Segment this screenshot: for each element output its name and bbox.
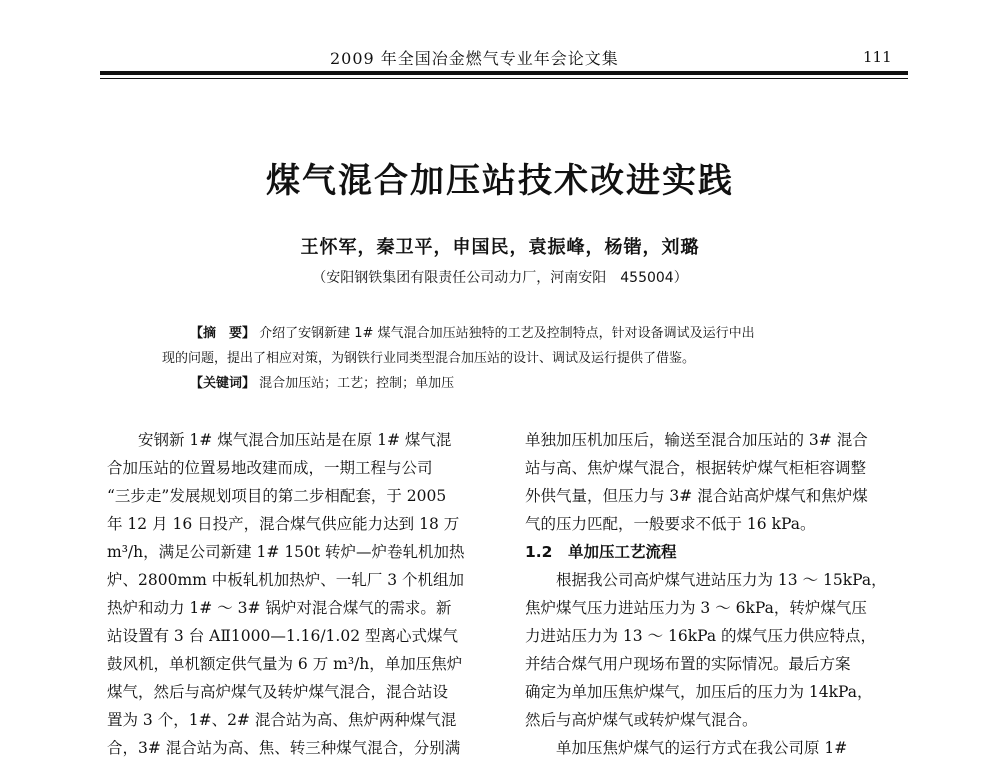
body-line: 热炉和动力 1# ～ 3# 锅炉对混合煤气的需求。新 xyxy=(107,599,452,617)
body-line: 年 12 月 16 日投产，混合煤气供应能力达到 18 万 xyxy=(107,515,460,533)
body-line: 外供气量，但压力与 3# 混合站高炉煤气和焦炉煤 xyxy=(525,487,868,505)
body-line: 单独加压机加压后，输送至混合加压站的 3# 混合 xyxy=(525,431,868,449)
body-line: 气的压力匹配，一般要求不低于 16 kPa。 xyxy=(525,515,816,533)
paper-title: 煤气混合加压站技术改进实践 xyxy=(266,161,734,201)
abstract-line-2 xyxy=(162,347,695,366)
abstract-text-2: 现的问题，提出了相应对策，为钢铁行业同类型混合加压站的设计、调试及运行提供了借鉴。 xyxy=(162,351,696,366)
running-header: 2009 年全国冶金燃气专业年会论文集 xyxy=(330,49,619,68)
header-rule-thick xyxy=(100,71,908,75)
page-number: 111 xyxy=(863,48,892,66)
author-list: 王怀军，秦卫平，申国民，袁振峰，杨锴，刘璐 xyxy=(300,237,700,258)
body-line: 然后与高炉煤气或转炉煤气混合。 xyxy=(525,711,758,729)
body-line: m³/h，满足公司新建 1# 150t 转炉—炉卷轧机加热 xyxy=(107,543,465,561)
keywords-line xyxy=(190,372,454,391)
keywords-text: 混合加压站；工艺；控制；单加压 xyxy=(259,376,455,391)
body-column-left xyxy=(107,426,492,762)
abstract-line-1 xyxy=(190,322,755,341)
body-line: 安钢新 1# 煤气混合加压站是在原 1# 煤气混 xyxy=(107,431,452,449)
body-line: 站设置有 3 台 AⅡ1000—1.16/1.02 型离心式煤气 xyxy=(107,627,458,645)
abstract-label: 【摘 要】 xyxy=(190,326,256,341)
body-line: 确定为单加压焦炉煤气，加压后的压力为 14kPa， xyxy=(525,683,873,701)
body-line: 力进站压力为 13 ～ 16kPa 的煤气压力供应特点， xyxy=(525,627,877,645)
body-line: 根据我公司高炉煤气进站压力为 13 ～ 15kPa， xyxy=(525,571,887,589)
section-heading: 1.2 单加压工艺流程 xyxy=(525,543,677,561)
body-line: “三步走”发展规划项目的第二步相配套，于 2005 xyxy=(107,487,447,505)
body-line: 焦炉煤气压力进站压力为 3 ～ 6kPa，转炉煤气压 xyxy=(525,599,867,617)
body-line: 鼓风机，单机额定供气量为 6 万 m³/h，单加压焦炉 xyxy=(107,655,463,673)
body-line: 置为 3 个，1#、2# 混合站为高、焦炉两种煤气混 xyxy=(107,711,457,729)
body-line: 合加压站的位置易地改建而成，一期工程与公司 xyxy=(107,459,433,477)
body-line: 单加压焦炉煤气的运行方式在我公司原 1# xyxy=(525,739,848,757)
body-line: 炉、2800mm 中板轧机加热炉、一轧厂 3 个机组加 xyxy=(107,571,464,589)
body-line: 煤气，然后与高炉煤气及转炉煤气混合，混合站设 xyxy=(107,683,449,701)
body-line: 站与高、焦炉煤气混合，根据转炉煤气柜柜容调整 xyxy=(525,459,867,477)
affiliation: （安阳钢铁集团有限责任公司动力厂，河南安阳 455004） xyxy=(312,270,688,286)
keywords-label: 【关键词】 xyxy=(190,376,256,391)
abstract-text-1: 介绍了安钢新建 1# 煤气混合加压站独特的工艺及控制特点，针对设备调试及运行中出 xyxy=(259,326,755,341)
header-rule-thin xyxy=(100,78,908,79)
body-column-right xyxy=(525,426,910,762)
body-line: 并结合煤气用户现场布置的实际情况。最后方案 xyxy=(525,655,851,673)
body-line: 合，3# 混合站为高、焦、转三种煤气混合，分别满 xyxy=(107,739,461,757)
